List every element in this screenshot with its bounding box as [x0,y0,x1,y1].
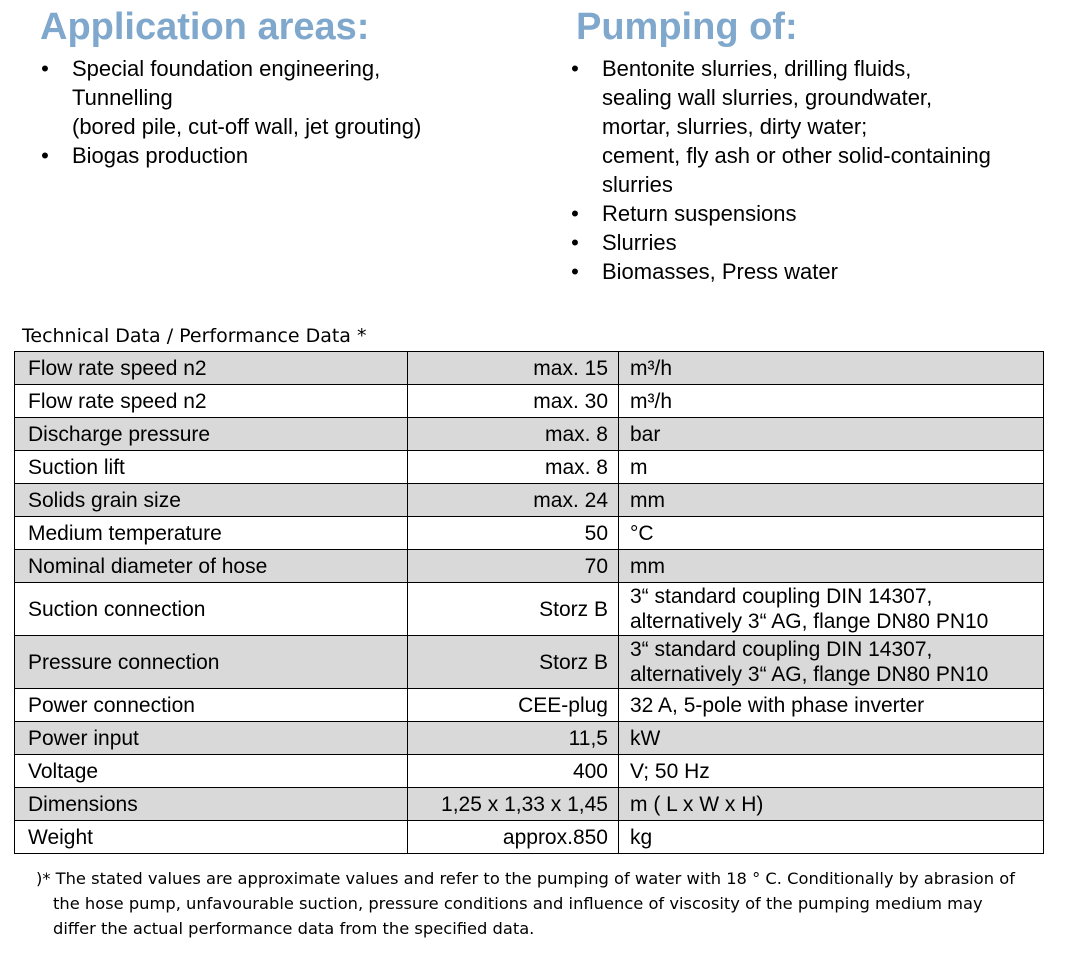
table-row [15,385,1044,418]
list-item-text: Special foundation engineering, [72,56,381,81]
parameter-unit [619,550,1044,583]
table-row [15,418,1044,451]
application-areas-heading: Application areas: [40,6,370,48]
unit-text: 3“ standard coupling DIN 14307, [630,585,933,608]
list-item-text: Tunnelling [72,85,173,110]
table-row [15,722,1044,755]
list-item-text: slurries [602,172,673,197]
list-item [568,257,991,286]
parameter-value: Storz B [408,636,619,689]
parameter-unit [619,722,1044,755]
bullet-icon: • [571,201,579,226]
list-item-text: (bored pile, cut-off wall, jet grouting) [72,114,422,139]
parameter-unit [619,636,1044,689]
footnote-line: differ the actual performance data from the specified data. [53,919,535,938]
pumping-of-list [568,54,991,286]
parameter-value: CEE-plug [408,689,619,722]
parameter-value: Storz B [408,583,619,636]
unit-text: V; 50 Hz [630,759,710,783]
list-item-text: Return suspensions [602,201,797,226]
parameter-name: Solids grain size [15,484,408,517]
parameter-value: max. 15 [408,352,619,385]
list-item [568,199,991,228]
bullet-icon: • [571,230,579,255]
parameter-name: Suction lift [15,451,408,484]
list-item [568,228,991,257]
list-item [38,54,421,141]
table-row [15,352,1044,385]
parameter-name: Suction connection [15,583,408,636]
parameter-value: max. 8 [408,418,619,451]
bullet-icon: • [41,143,49,168]
unit-text: °C [630,521,654,545]
parameter-name: Power input [15,722,408,755]
parameter-unit [619,788,1044,821]
bullet-icon: • [571,259,579,284]
parameter-value: 11,5 [408,722,619,755]
parameter-unit [619,418,1044,451]
parameter-unit [619,484,1044,517]
list-item-text: Biogas production [72,143,249,168]
unit-text: alternatively 3“ AG, flange DN80 PN10 [630,610,989,633]
table-row [15,451,1044,484]
list-item [568,54,991,199]
parameter-value: 1,25 x 1,33 x 1,45 [408,788,619,821]
table-row [15,636,1044,689]
pumping-of-heading: Pumping of: [576,6,798,48]
parameter-value: 50 [408,517,619,550]
footnote-line: )* The stated values are approximate values and refer to the pumping of water with 18 ° C. Conditionally by abrasion of [36,869,1015,888]
parameter-unit [619,583,1044,636]
parameter-unit [619,821,1044,854]
list-item-text: Biomasses, Press water [602,259,838,284]
table-row [15,788,1044,821]
table-row [15,484,1044,517]
unit-text: kW [630,726,661,750]
list-item-text: sealing wall slurries, groundwater, [602,85,933,110]
parameter-name: Dimensions [15,788,408,821]
parameter-value: max. 8 [408,451,619,484]
list-item [38,141,421,170]
unit-text: 32 A, 5-pole with phase inverter [630,693,925,717]
application-areas-list [38,54,421,170]
unit-text: alternatively 3“ AG, flange DN80 PN10 [630,663,989,686]
parameter-name: Discharge pressure [15,418,408,451]
footnote-line: the hose pump, unfavourable suction, pressure conditions and influence of viscosity of the pumping medium may [53,894,983,913]
unit-text: m³/h [630,389,672,413]
table-row [15,583,1044,636]
parameter-name: Power connection [15,689,408,722]
footnote [36,866,1046,941]
parameter-unit [619,352,1044,385]
parameter-unit [619,385,1044,418]
table-row [15,517,1044,550]
parameter-name: Pressure connection [15,636,408,689]
parameter-name: Weight [15,821,408,854]
unit-text: kg [630,825,653,849]
parameter-name: Voltage [15,755,408,788]
parameter-unit [619,755,1044,788]
parameter-name: Medium temperature [15,517,408,550]
parameter-value: max. 30 [408,385,619,418]
unit-text: m³/h [630,356,672,380]
bullet-icon: • [571,56,579,81]
unit-text: mm [630,554,665,578]
technical-data-body [15,352,1044,854]
list-item-text: cement, fly ash or other solid-containing [602,143,991,168]
parameter-name: Flow rate speed n2 [15,352,408,385]
parameter-value: max. 24 [408,484,619,517]
unit-text: 3“ standard coupling DIN 14307, [630,638,933,661]
parameter-unit [619,689,1044,722]
unit-text: m ( L x W x H) [630,792,764,816]
parameter-value: approx.850 [408,821,619,854]
table-row [15,689,1044,722]
unit-text: m [630,455,648,479]
list-item-text: mortar, slurries, dirty water; [602,114,868,139]
technical-data-table [14,351,1044,854]
unit-text: bar [630,422,661,446]
bullet-icon: • [41,56,49,81]
technical-data-caption: Technical Data / Performance Data * [22,325,367,347]
table-row [15,821,1044,854]
table-row [15,550,1044,583]
unit-text: mm [630,488,665,512]
parameter-value: 400 [408,755,619,788]
list-item-text: Bentonite slurries, drilling fluids, [602,56,912,81]
parameter-name: Flow rate speed n2 [15,385,408,418]
parameter-name: Nominal diameter of hose [15,550,408,583]
parameter-unit [619,451,1044,484]
table-row [15,755,1044,788]
list-item-text: Slurries [602,230,677,255]
parameter-value: 70 [408,550,619,583]
parameter-unit [619,517,1044,550]
